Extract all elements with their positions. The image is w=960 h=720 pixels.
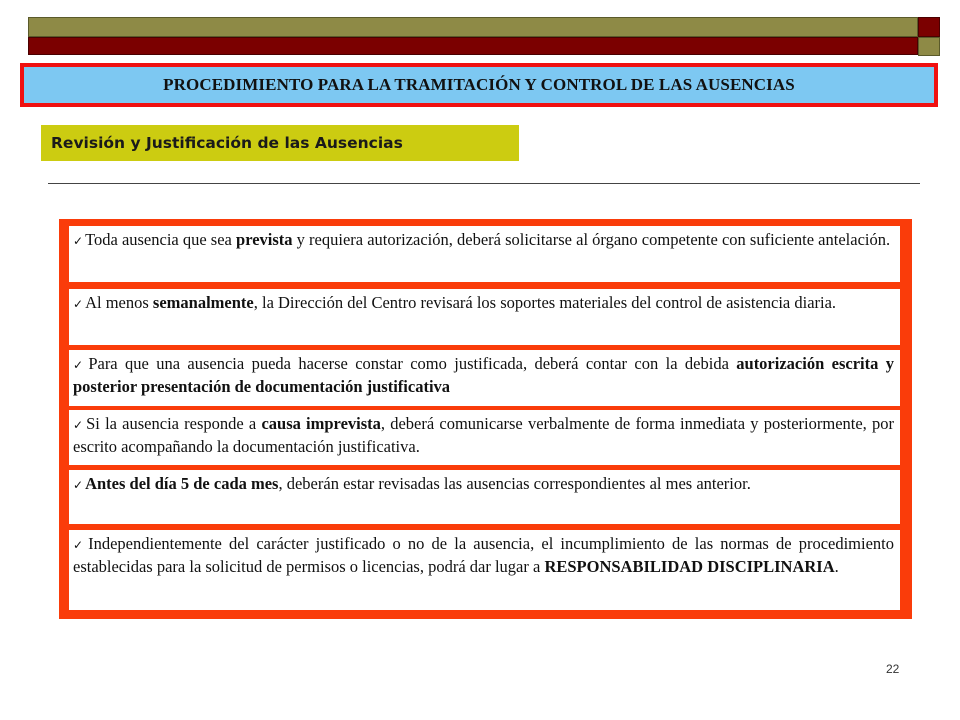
- item-text: , la Dirección del Centro revisará los soportes materiales del control de asistencia diaria.: [253, 293, 837, 312]
- checkmark-icon: ✓: [73, 234, 84, 248]
- checkmark-icon: ✓: [73, 538, 87, 552]
- item-bold-text: causa imprevista: [261, 414, 381, 433]
- item-text: y requiera autorización, deberá solicitarse al órgano competente con suficiente antelación.: [292, 230, 891, 249]
- page-number: 22: [886, 662, 900, 676]
- item-text: Si la ausencia responde a: [86, 414, 262, 433]
- list-item: [69, 470, 900, 524]
- checkmark-icon: ✓: [73, 358, 87, 372]
- item-text: Independientemente del carácter justificado o no de la ausencia, el incumplimiento de las normas de procedimiento establecidas para la solicitud de permisos o licencias, podrá dar lugar a: [73, 534, 895, 576]
- item-text: Para que una ausencia pueda hacerse constar como justificada, deberá contar con la debida: [88, 354, 737, 373]
- item-bold-text: semanalmente: [152, 293, 254, 312]
- item-bold-text: Antes del día 5 de cada mes: [85, 474, 279, 493]
- list-item: [69, 410, 900, 465]
- corner-maroon-square: [918, 17, 940, 37]
- list-item: [69, 530, 900, 610]
- checkmark-icon: ✓: [73, 418, 85, 432]
- item-text: Toda ausencia que sea: [85, 230, 237, 249]
- item-text: , deberá comunicarse verbalmente de forma inmediata y posteriormente, por escrito acompañando la documentación justificativa.: [73, 414, 894, 456]
- top-bar-olive-stripe: [28, 17, 918, 37]
- item-text: .: [834, 557, 839, 576]
- list-item: [69, 350, 900, 406]
- checkmark-icon: ✓: [73, 297, 84, 311]
- subtitle-banner: [41, 125, 519, 161]
- list-item: [69, 289, 900, 345]
- corner-olive-square: [918, 37, 940, 56]
- item-bold-text: autorización escrita y posterior presentación de documentación justificativa: [73, 354, 894, 396]
- item-bold-text: prevista: [236, 230, 293, 249]
- item-bold-text: RESPONSABILIDAD DISCIPLINARIA: [544, 557, 835, 576]
- slide-subtitle: Revisión y Justificación de las Ausencias: [51, 134, 403, 152]
- checkmark-icon: ✓: [73, 478, 84, 492]
- item-text: Al menos: [85, 293, 153, 312]
- title-banner: [20, 63, 938, 107]
- item-text: , deberán estar revisadas las ausencias correspondientes al mes anterior.: [278, 474, 751, 493]
- top-decorative-bar: [28, 17, 918, 57]
- top-bar-maroon-stripe: [28, 37, 918, 55]
- divider-line: [48, 183, 920, 184]
- list-item: [69, 226, 900, 282]
- slide-title: PROCEDIMIENTO PARA LA TRAMITACIÓN Y CONTROL DE LAS AUSENCIAS: [163, 75, 795, 94]
- items-panel: [59, 219, 912, 619]
